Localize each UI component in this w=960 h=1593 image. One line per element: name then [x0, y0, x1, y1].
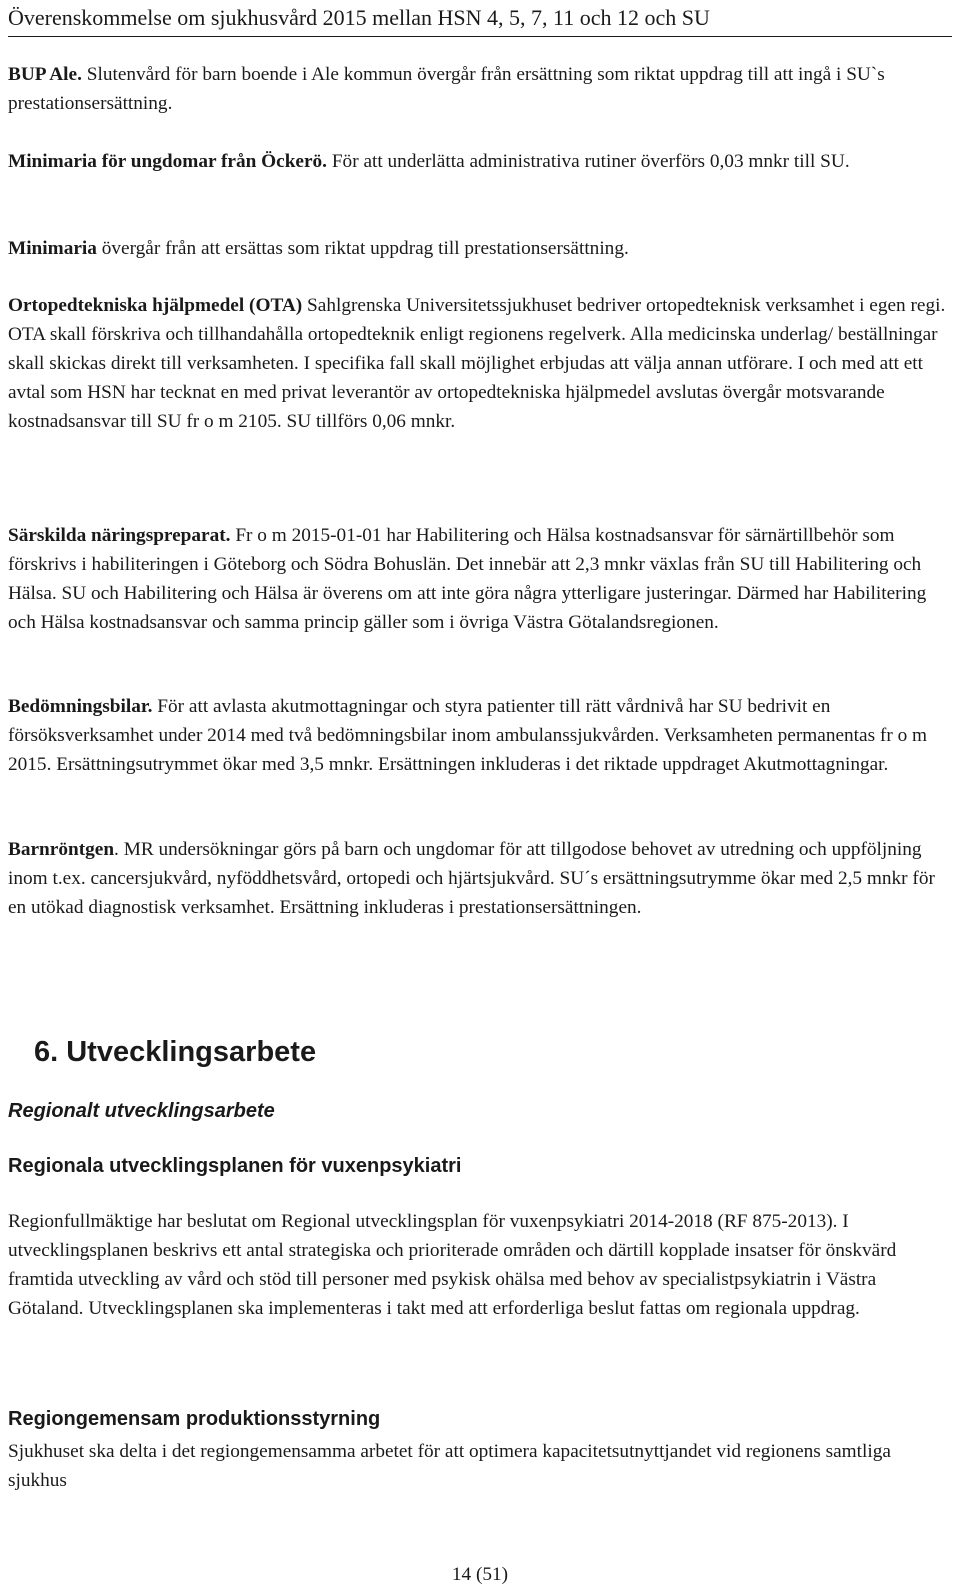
paragraph-text: Slutenvård för barn boende i Ale kommun övergår från ersättning som riktat uppdrag till att ingå i SU`s prestationsersättning. [8, 64, 885, 114]
paragraph-lead: Ortopedtekniska hjälpmedel (OTA) [8, 295, 303, 316]
paragraph-text: För att underlätta administrativa rutiner överförs 0,03 mnkr till SU. [327, 151, 850, 172]
running-header: Överenskommelse om sjukhusvård 2015 mellan HSN 4, 5, 7, 11 och 12 och SU [8, 5, 710, 30]
paragraph-lead: Barnröntgen [8, 839, 115, 860]
plan-heading: Regionala utvecklingsplanen för vuxenpsykiatri [8, 1155, 462, 1177]
paragraph-lead: Minimaria [8, 238, 97, 259]
chapter-heading: 6. Utvecklingsarbete [34, 1036, 317, 1068]
paragraph-minimaria-ockero [8, 147, 952, 176]
paragraph-barnrontgen [8, 835, 952, 922]
paragraph-ortopedtekniska-hjalpmedel [8, 291, 952, 436]
paragraph-bup-ale [8, 60, 952, 118]
paragraph-text: Sahlgrenska Universitetssjukhuset bedriver ortopedteknisk verksamhet i egen regi. OTA skall förskriva och tillhandahålla ortopedteknik enligt regionens regelverk. Alla medicinska underlag/ beställningar skall skickas direkt till verksamheten. I specifika fall skall möjlighet erbjudas att välja annan utförare. I och med att ett avtal som HSN har tecknat en med privat leverantör av ortopedtekniska hjälpmedel avslutas övergår motsvarande kostnadsansvar till SU fr o m 2105. SU tillförs 0,06 mnkr. [8, 295, 946, 432]
section-subheading: Regionalt utvecklingsarbete [8, 1100, 275, 1122]
paragraph-sarskilda-naringspreparat [8, 521, 952, 637]
paragraph-minimaria [8, 234, 952, 263]
paragraph-text: . MR undersökningar görs på barn och ungdomar för att tillgodose behovet av utredning och uppföljning inom t.ex. cancersjukvård, nyföddhetsvård, ortopedi och hjärtsjukvård. SU´s ersättningsutrymme ökar med 2,5 mnkr för en utökad diagnostisk verksamhet. Ersättning inkluderas i prestationsersättningen. [8, 839, 935, 918]
plan-paragraph: Regionfullmäktige har beslutat om Regional utvecklingsplan för vuxenpsykiatri 2014-2018 (RF 875-2013). I utvecklingsplanen beskrivs ett antal strategiska och prioriterade områden och därtill kopplade insatser för önskvärd framtida utveckling av vård och stöd till personer med psykisk ohälsa med behov av specialistpsykiatrin i Västra Götaland. Utvecklingsplanen ska implementeras i takt med att erforderliga beslut fattas om regionala uppdrag. [8, 1211, 897, 1319]
paragraph-text: För att avlasta akutmottagningar och styra patienter till rätt vårdnivå har SU bedrivit en försöksverksamhet under 2014 med två bedömningsbilar inom ambulanssjukvården. Verksamheten permanentas fr o m 2015. Ersättningsutrymmet ökar med 3,5 mnkr. Ersättningen inkluderas i det riktade uppdraget Akutmottagningar. [8, 696, 928, 775]
paragraph-bedomningsbilar [8, 692, 952, 779]
paragraph-text: Fr o m 2015-01-01 har Habilitering och Hälsa kostnadsansvar för särnärtillbehör som förskrivs i habiliteringen i Göteborg och Södra Bohuslän. Det innebär att 2,3 mnkr växlas från SU till Habilitering och Hälsa. SU och Habilitering och Hälsa är överens om att inte göra några ytterligare justeringar. Därmed har Habilitering och Hälsa kostnadsansvar och samma princip gäller som i övriga Västra Götalandsregionen. [8, 525, 927, 633]
paragraph-lead: BUP Ale. [8, 64, 82, 85]
paragraph-lead: Minimaria för ungdomar från Öckerö. [8, 151, 328, 172]
paragraph-lead: Särskilda näringspreparat. [8, 525, 231, 546]
styrning-paragraph: Sjukhuset ska delta i det regiongemensamma arbetet för att optimera kapacitetsutnyttjandet vid regionens samtliga sjukhus [8, 1441, 891, 1491]
paragraph-lead: Bedömningsbilar. [8, 696, 153, 717]
styrning-heading: Regiongemensam produktionsstyrning [8, 1408, 381, 1430]
paragraph-text: övergår från att ersättas som riktat uppdrag till prestationsersättning. [96, 238, 629, 259]
page-number: 14 (51) [451, 1564, 509, 1585]
header-divider [8, 36, 952, 37]
